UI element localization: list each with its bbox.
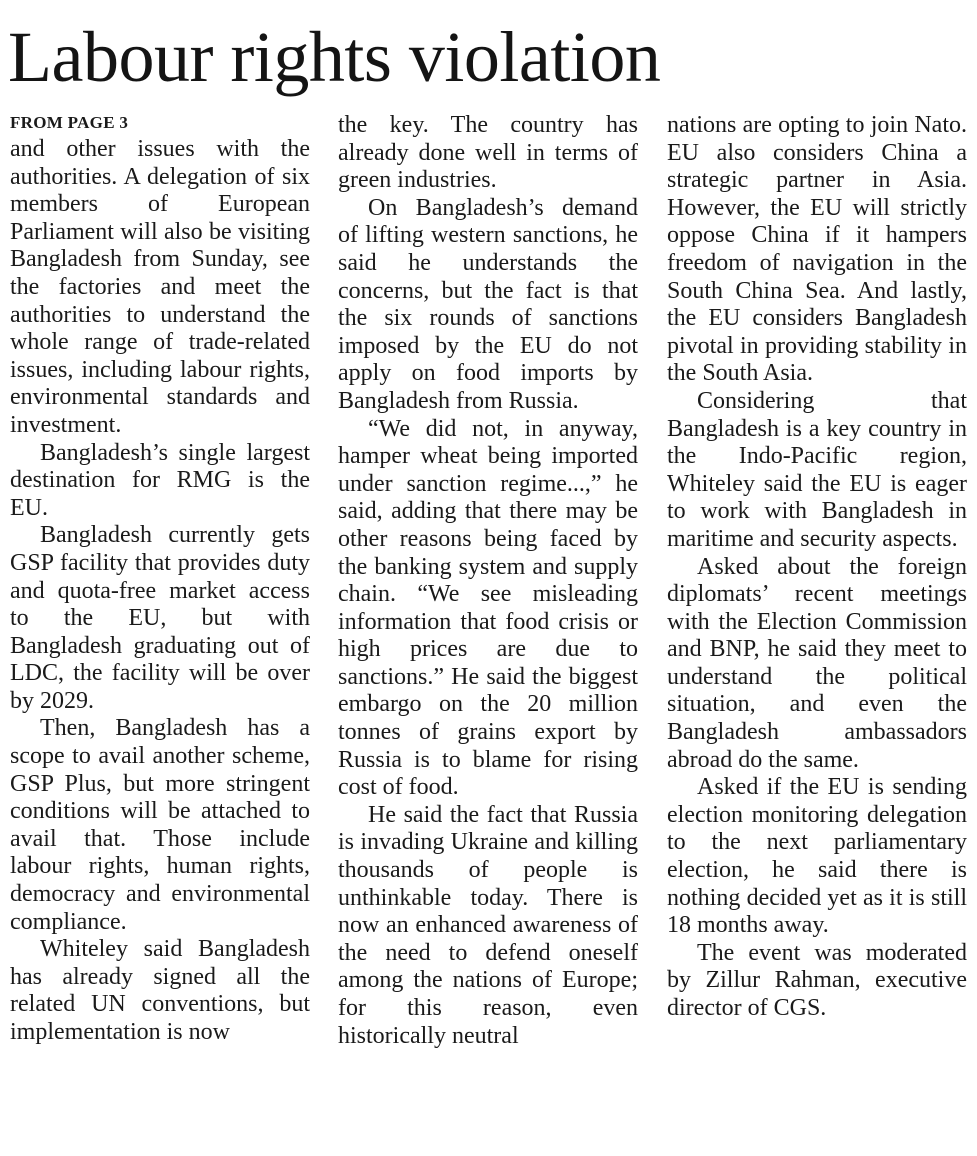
paragraph: Asked about the foreign diplomats’ recent meetings with the Election Commission and BNP, he said they meet to understand the political situation, and even the Bangladesh ambassadors abroad do the same. <box>667 553 967 773</box>
paragraph: the key. The country has already done well in terms of green industries. <box>338 112 638 194</box>
paragraph: and other issues with the authorities. A delegation of six members of European Parliament will also be visiting Bangladesh from Sunday, see the factories and meet the authorities to understand the whole range of trade-related issues, including labour rights, environmental standards and investment. <box>10 136 310 438</box>
paragraph: Bangladesh’s single largest destination for RMG is the EU. <box>10 439 310 521</box>
headline: Labour rights violation <box>8 17 661 97</box>
paragraph: Asked if the EU is sending election monitoring delegation to the next parliamentary election, he said there is nothing decided yet as it is still 18 months away. <box>667 774 967 939</box>
paragraph: Considering that Bangladesh is a key country in the Indo-Pacific region, Whiteley said the EU is eager to work with Bangladesh in maritime and security aspects. <box>667 387 967 552</box>
paragraph: nations are opting to join Nato. EU also considers China a strategic partner in Asia. However, the EU will strictly oppose China if it hampers freedom of navigation in the South China Sea. And lastly, the EU considers Bangladesh pivotal in providing stability in the South Asia. <box>667 112 967 387</box>
paragraph: Whiteley said Bangladesh has already signed all the related UN conventions, but implementation is now <box>10 936 310 1045</box>
paragraph: Bangladesh currently gets GSP facility that provides duty and quota-free market access to the EU, but with Bangladesh graduating out of LDC, the facility will be over by 2029. <box>10 522 310 714</box>
article-column-3 <box>667 112 967 1148</box>
paragraph: He said the fact that Russia is invading Ukraine and killing thousands of people is unthinkable today. There is now an enhanced awareness of the need to defend oneself among the nations of Europe; for this reason, even historically neutral <box>338 801 638 1049</box>
paragraph: The event was moderated by Zillur Rahman, executive director of CGS. <box>667 939 967 1021</box>
article-column-1 <box>10 112 310 1148</box>
paragraph: “We did not, in anyway, hamper wheat being imported under sanction regime...,” he said, adding that there may be other reasons being faced by the banking system and supply chain. “We see misleading information that food crisis or high prices are due to sanctions.” He said the biggest embargo on the 20 million tonnes of grains export by Russia is to blame for rising cost of food. <box>338 415 638 801</box>
article-column-2 <box>338 112 638 1148</box>
paragraph: Then, Bangladesh has a scope to avail another scheme, GSP Plus, but more stringent conditions will be attached to avail that. Those include labour rights, human rights, democracy and environmental compliance. <box>10 715 310 935</box>
continuation-kicker: FROM PAGE 3 <box>10 113 129 132</box>
paragraph: On Bangladesh’s demand of lifting western sanctions, he said he understands the concerns, but the fact is that the six rounds of sanctions imposed by the EU do not apply on food imports by Bangladesh from Russia. <box>338 194 638 414</box>
